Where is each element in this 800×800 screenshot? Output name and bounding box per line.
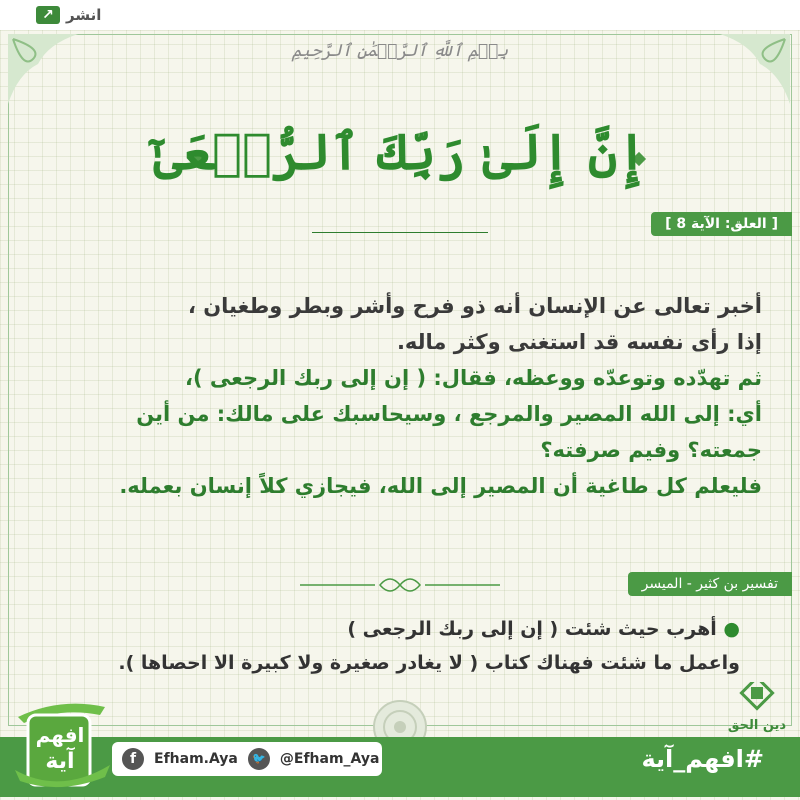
footer	[0, 727, 800, 800]
share-icon: ↗	[36, 6, 60, 24]
tafsir-source-tag: تفسير بن كثير - الميسر	[628, 572, 792, 596]
tafsir-line: فليعلم كل طاغية أن المصير إلى الله، فيجازي كلاً إنسان بعمله.	[119, 474, 762, 498]
title-divider	[312, 232, 488, 233]
verse-card	[0, 30, 800, 800]
tafsir-text	[32, 288, 762, 504]
facebook-handle[interactable]: Efham.Aya	[154, 751, 238, 767]
share-label: انشر	[66, 6, 102, 24]
tafsir-line: أخبر تعالى عن الإنسان أنه ذو فرح وأشر وبطر وطغيان ،	[187, 294, 762, 318]
social-links	[112, 742, 382, 776]
efham-aya-logo	[10, 695, 120, 795]
twitter-icon[interactable]: 🐦	[248, 748, 270, 770]
logo-text: افهم	[35, 723, 85, 747]
bullet-icon: ●	[716, 618, 740, 640]
verse-reference-tag: [ العلق: الآية 8 ]	[651, 212, 792, 236]
reflection-note	[118, 612, 740, 680]
facebook-icon[interactable]: f	[122, 748, 144, 770]
tafsir-line: إذا رأى نفسه قد استغنى وكثر ماله.	[396, 330, 762, 354]
logo-text: آية	[45, 749, 75, 774]
twitter-handle[interactable]: @Efham_Aya	[279, 751, 380, 767]
tafsir-line: ثم تهدّده وتوعدّه ووعظه، فقال: ( إن إلى ربك الرجعى )،	[184, 366, 762, 390]
basmala: بِسۡمِ ٱللَّهِ ٱلرَّحۡمَٰنِ ٱلرَّحِيمِ	[291, 41, 509, 61]
note-line: أهرب حيث شئت ( إن إلى ربك الرجعى )	[347, 618, 717, 640]
tafsir-line: جمعته؟ وفيم صرفته؟	[540, 438, 762, 462]
share-button[interactable]	[36, 6, 101, 24]
hashtag: #افهم_آية	[641, 745, 764, 773]
section-divider-ornament	[300, 570, 500, 600]
note-line: واعمل ما شئت فهناك كتاب ( لا يغادر صغيرة ولا كبيرة الا احصاها ).	[118, 652, 740, 674]
seal-label: دين الحق	[727, 718, 787, 733]
verse-title: إِنَّ إِلَىٰ رَبِّكَ ٱلرُّجۡعَىٰٓ	[153, 122, 647, 181]
tafsir-line: أي: إلى الله المصير والمرجع ، وسيحاسبك على مالك: من أين	[136, 402, 762, 426]
